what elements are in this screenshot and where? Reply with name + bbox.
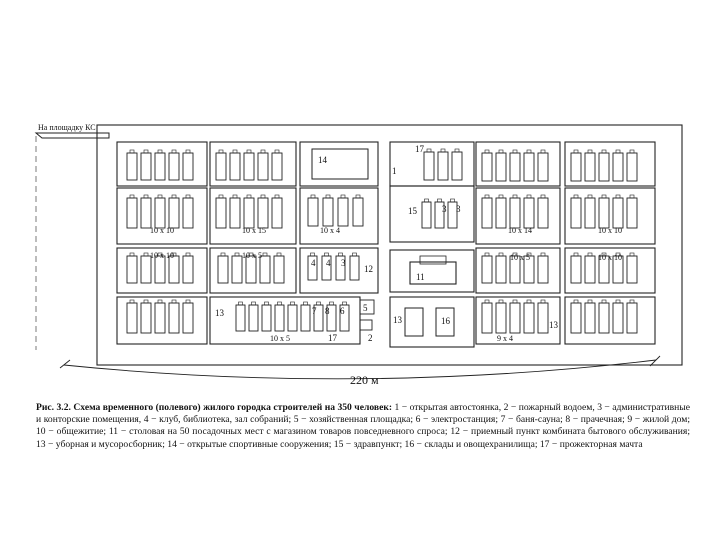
housing-unit (524, 303, 534, 333)
housing-unit (422, 202, 431, 228)
block-size-label: 10 x 5 (270, 334, 290, 343)
housing-unit (585, 198, 595, 228)
housing-block (300, 188, 378, 244)
building-number: 7 (312, 306, 317, 316)
housing-unit (141, 256, 151, 283)
block-size-label: 10 x 4 (320, 226, 340, 235)
unit-porch (527, 300, 531, 303)
unit-porch (239, 302, 243, 305)
housing-unit (183, 303, 193, 333)
block-size-label: 10 x 15 (242, 226, 266, 235)
unit-porch (541, 300, 545, 303)
building-number: 2 (368, 333, 373, 343)
unit-porch (265, 302, 269, 305)
housing-unit (169, 256, 179, 283)
unit-porch (317, 302, 321, 305)
housing-block (210, 142, 296, 186)
housing-unit (127, 153, 137, 180)
block-size-label: 10 x 10 (150, 251, 174, 260)
figure-caption (36, 402, 690, 451)
housing-unit (288, 305, 297, 331)
housing-unit (482, 198, 492, 228)
unit-porch (499, 300, 503, 303)
housing-unit (183, 198, 193, 228)
housing-unit (323, 198, 333, 226)
building-number: 17 (328, 333, 337, 343)
unit-porch (158, 300, 162, 303)
housing-unit (230, 153, 240, 180)
housing-unit (244, 153, 254, 180)
building-number: 14 (318, 155, 327, 165)
housing-unit (496, 198, 506, 228)
housing-unit (141, 198, 151, 228)
unit-porch (513, 300, 517, 303)
housing-unit (496, 153, 506, 181)
unit-porch (186, 300, 190, 303)
building-number: 6 (340, 306, 345, 316)
housing-unit (496, 256, 506, 283)
warehouse (405, 308, 423, 336)
housing-unit (438, 152, 448, 180)
unit-porch (252, 302, 256, 305)
unit-porch (130, 300, 134, 303)
block-size-label: 10 x 10 (598, 226, 622, 235)
housing-unit (510, 153, 520, 181)
housing-unit (613, 303, 623, 333)
unit-porch (588, 300, 592, 303)
block-size-label: 10 x 10 (598, 253, 622, 262)
housing-block (565, 188, 655, 244)
housing-unit (244, 198, 254, 228)
housing-unit (424, 152, 434, 180)
housing-unit (308, 198, 318, 226)
block-size-label: 10 x 10 (150, 226, 174, 235)
building-number: 12 (364, 264, 373, 274)
housing-unit (216, 153, 226, 180)
housing-unit (524, 153, 534, 181)
housing-unit (218, 256, 228, 283)
housing-unit (571, 153, 581, 181)
housing-block (476, 188, 560, 244)
housing-unit (482, 256, 492, 283)
housing-block (565, 142, 655, 186)
housing-unit (585, 303, 595, 333)
housing-unit (627, 256, 637, 283)
housing-unit (571, 303, 581, 333)
housing-unit (538, 153, 548, 181)
housing-unit (482, 303, 492, 333)
building-number: 13 (215, 308, 224, 318)
unit-porch (330, 302, 334, 305)
building-number: 3 (442, 204, 447, 214)
housing-block (117, 297, 207, 344)
housing-unit (183, 256, 193, 283)
housing-unit (183, 153, 193, 180)
housing-unit (599, 303, 609, 333)
building-number: 15 (408, 206, 417, 216)
fire-pond (360, 320, 372, 330)
canteen-entry (420, 256, 446, 264)
housing-unit (571, 198, 581, 228)
housing-unit (538, 303, 548, 333)
housing-block (476, 297, 560, 344)
housing-unit (246, 256, 256, 283)
housing-unit (353, 198, 363, 226)
block-size-label: 10 x 5 (242, 251, 262, 260)
building-number: 3 (341, 258, 346, 268)
unit-porch (616, 300, 620, 303)
housing-unit (141, 153, 151, 180)
housing-unit (155, 303, 165, 333)
housing-unit (538, 198, 548, 228)
housing-unit (627, 198, 637, 228)
unit-porch (630, 300, 634, 303)
housing-unit (141, 303, 151, 333)
housing-unit (127, 198, 137, 228)
scale-label: 220 м (350, 373, 379, 387)
housing-block (390, 186, 474, 242)
block-size-label: 10 x 14 (508, 226, 532, 235)
housing-unit (155, 153, 165, 180)
housing-unit (275, 305, 284, 331)
housing-unit (301, 305, 310, 331)
housing-unit (155, 256, 165, 283)
building-number: 4 (326, 258, 331, 268)
housing-unit (496, 303, 506, 333)
housing-unit (571, 256, 581, 283)
housing-block (390, 142, 474, 186)
unit-porch (291, 302, 295, 305)
housing-unit (599, 198, 609, 228)
caption-title: Рис. 3.2. Схема временного (полевого) жилого городка строителей на 350 человек: (36, 402, 393, 413)
housing-unit (216, 198, 226, 228)
housing-unit (155, 198, 165, 228)
unit-porch (278, 302, 282, 305)
housing-unit (510, 303, 520, 333)
block-size-label: 9 x 4 (497, 334, 513, 343)
housing-unit (627, 153, 637, 181)
housing-unit (272, 198, 282, 228)
housing-unit (510, 198, 520, 228)
unit-porch (602, 300, 606, 303)
housing-unit (613, 198, 623, 228)
housing-unit (230, 198, 240, 228)
building-number: 4 (311, 258, 316, 268)
caption-text: 1 − открытая автостоянка, 2 − пожарный водоем, 3 − административные и конторские помещения, 4 − клуб, библиотека, зал собраний; 5 − хозяйственная площадка; 6 − электростанция; 7 − баня-сауна; 8 − прачечная; 9 − жилой дом; 10 − общежитие; 11 − столовая на 50 посадочных мест с магазином товаров повседневного спроса; 12 − приемный пункт комбината бытового обслуживания; 13 − уборная и мусоросборник; 14 − открытые спортивные сооружения; 15 − здравпункт; 16 − склады и овощехранилища; 17 − прожекторная мачта (36, 402, 690, 450)
housing-unit (127, 303, 137, 333)
housing-unit (169, 303, 179, 333)
building-number: 1 (392, 166, 397, 176)
housing-unit (169, 153, 179, 180)
housing-unit (613, 153, 623, 181)
building-number: 17 (415, 144, 424, 154)
building-number: 5 (363, 303, 368, 313)
housing-unit (127, 256, 137, 283)
housing-unit (262, 305, 271, 331)
building-number: 16 (441, 316, 450, 326)
building-number: 11 (416, 272, 425, 282)
access-road (36, 133, 109, 138)
unit-porch (304, 302, 308, 305)
housing-unit (627, 303, 637, 333)
unit-porch (343, 302, 347, 305)
housing-unit (232, 256, 242, 283)
unit-porch (172, 300, 176, 303)
housing-unit (482, 153, 492, 181)
housing-unit (258, 153, 268, 180)
housing-unit (452, 152, 462, 180)
housing-unit (274, 256, 284, 283)
housing-unit (338, 198, 348, 226)
housing-unit (249, 305, 258, 331)
housing-block (117, 142, 207, 186)
building-number: 3 (456, 204, 461, 214)
housing-unit (538, 256, 548, 283)
housing-unit (260, 256, 270, 283)
unit-porch (485, 300, 489, 303)
building-number: 13 (549, 320, 558, 330)
housing-unit (169, 198, 179, 228)
unit-porch (144, 300, 148, 303)
building-number: 13 (393, 315, 402, 325)
housing-unit (350, 256, 359, 280)
block-size-label: 10 x 5 (510, 253, 530, 262)
building-number: 8 (325, 306, 330, 316)
housing-unit (258, 198, 268, 228)
unit-porch (574, 300, 578, 303)
housing-unit (599, 153, 609, 181)
housing-block (565, 297, 655, 344)
housing-unit (272, 153, 282, 180)
housing-unit (524, 198, 534, 228)
housing-unit (585, 153, 595, 181)
housing-block (476, 142, 560, 186)
housing-unit (585, 256, 595, 283)
housing-block (390, 297, 474, 347)
road-label: На площадку КС (38, 123, 96, 132)
housing-unit (236, 305, 245, 331)
